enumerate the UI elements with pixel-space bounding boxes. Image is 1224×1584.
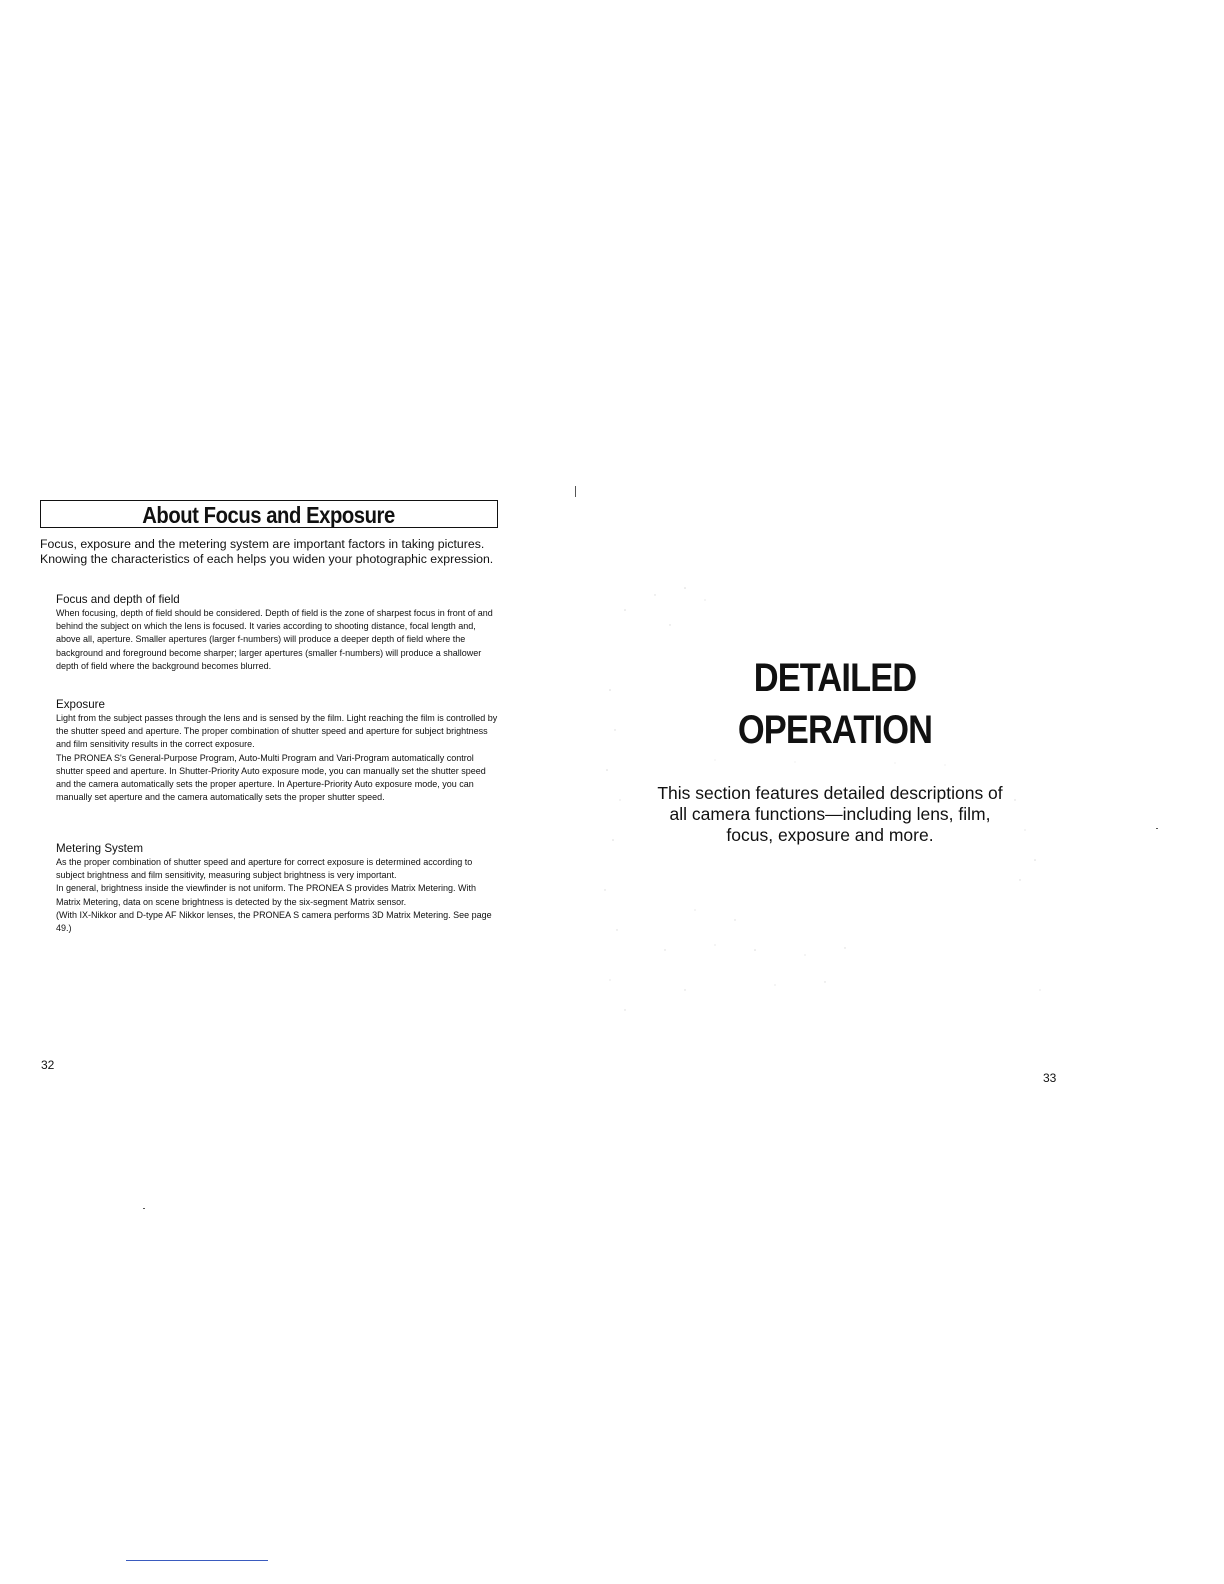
- scan-speck: [143, 1208, 145, 1209]
- page-title: About Focus and Exposure: [142, 502, 396, 528]
- section-body: When focusing, depth of field should be considered. Depth of field is the zone of sharpest focus in front of and behind the subject on which the lens is focused. It varies according to shooting distance, focal length and, above all, aperture. Smaller apertures (larger f-numbers) will produce a deeper depth of field where the background and foreground become sharper; larger apertures (smaller f-numbers) will produce a shallower depth of field where the background becomes blurred.: [56, 608, 493, 671]
- section-title-box: [40, 500, 498, 528]
- page-number-right: 33: [1043, 1071, 1057, 1085]
- section-body: Light from the subject passes through the lens and is sensed by the film. Light reaching the film is controlled by the shutter speed and aperture. The proper combination of shutter speed and aperture for subject brightness and film sensitivity results in the correct exposure.: [56, 713, 498, 750]
- section-body-2: The PRONEA S's General-Purpose Program, Auto-Multi Program and Vari-Program automatically control shutter speed and aperture. In Shutter-Priority Auto exposure mode, you can manually set the shutter speed and the camera automatically sets the proper aperture. In Aperture-Priority Auto exposure mode, you can manually set aperture and the camera automatically sets the proper shutter speed.: [56, 752, 486, 803]
- bottom-rule: [126, 1560, 268, 1561]
- section-exposure: [56, 698, 502, 804]
- section-focus: [56, 593, 502, 673]
- intro-paragraph: Focus, exposure and the metering system are important factors in taking pictures. Knowing the characteristics of each helps you widen your photographic expression.: [40, 537, 494, 566]
- section-body-2: In general, brightness inside the viewfinder is not uniform. The PRONEA S provides Matrix Metering. With Matrix Metering, data on scene brightness is detected by the six-segment Matrix sensor.: [56, 883, 477, 907]
- section-body-3: (With IX-Nikkor and D-type AF Nikkor lenses, the PRONEA S camera performs 3D Matrix Metering. See page 49.): [56, 909, 492, 934]
- scan-speck: [1156, 828, 1158, 829]
- section-heading: Exposure: [56, 698, 105, 711]
- title-line-1: DETAILED: [753, 656, 917, 700]
- section-heading: Metering System: [56, 842, 143, 855]
- section-body: As the proper combination of shutter speed and aperture for correct exposure is determined according to subject brightness and film sensitivity, measuring subject brightness is very important.: [56, 857, 473, 881]
- detailed-operation-title: [700, 652, 970, 756]
- section-metering: [56, 842, 502, 935]
- section-description: This section features detailed descriptions of all camera functions—including lens, film, focus, exposure and more.: [657, 783, 1003, 845]
- page-number-left: 32: [41, 1058, 55, 1072]
- title-line-2: OPERATION: [737, 708, 933, 752]
- section-heading: Focus and depth of field: [56, 593, 180, 606]
- scan-speck: [575, 486, 576, 497]
